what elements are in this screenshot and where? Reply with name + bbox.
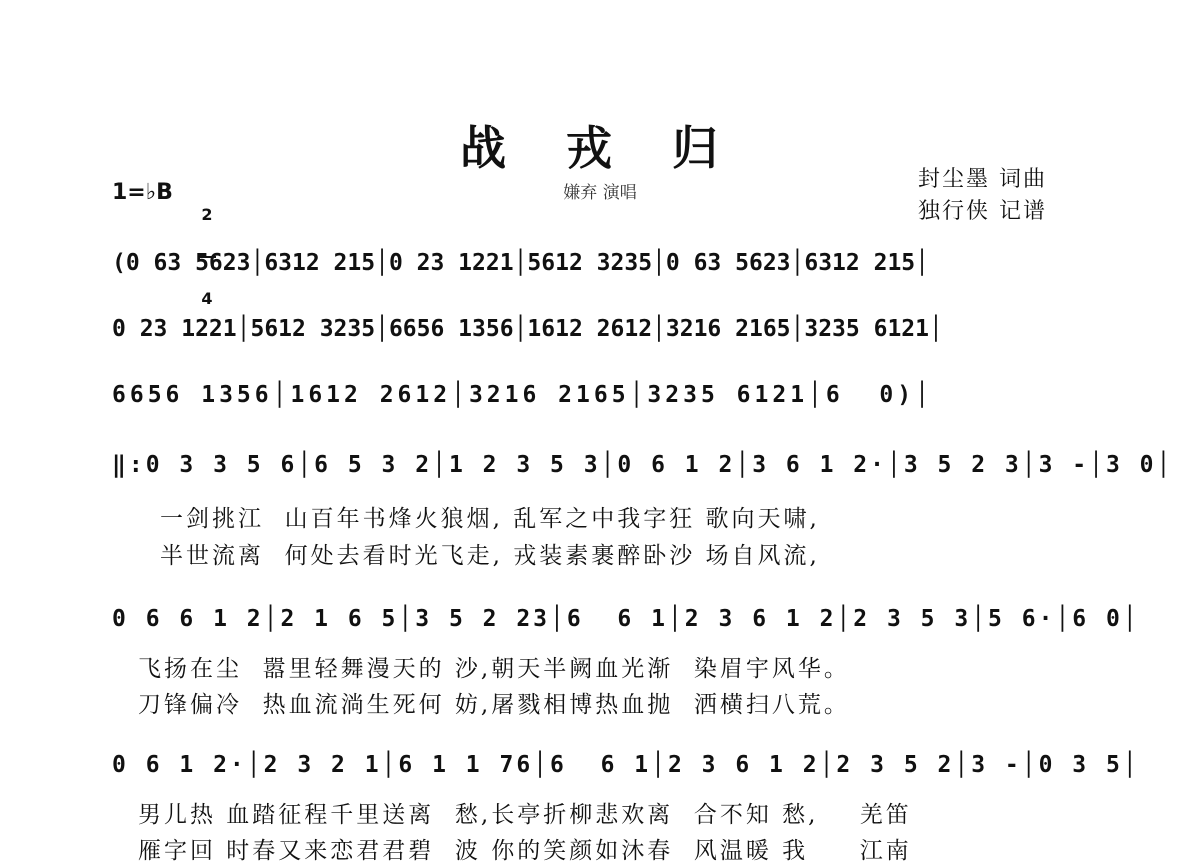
song-title: 战 戎 归	[459, 121, 741, 175]
score-line-1: (0 63 5623│6312 215│0 23 1221│5612 3235│0 63 5623│6312 215│	[112, 250, 929, 276]
lyrics-music-credit: 封尘墨 词曲	[918, 167, 1047, 192]
score-line-3: 6656 1356│1612 2612│3216 2165│3235 6121│6 0)│	[112, 382, 933, 408]
time-signature-bottom: 4	[201, 289, 213, 308]
time-signature-top: 2	[201, 205, 213, 224]
singer-credit: 嫌弃 演唱	[563, 183, 637, 203]
key-signature: 1=♭B	[112, 180, 173, 205]
time-signature	[198, 175, 216, 323]
lyric-line-3a: 男儿热 血踏征程千里送离 愁,长亭折柳悲欢离 合不知 愁, 羌笛	[138, 802, 912, 828]
score-line-6: 0 6 1 2·│2 3 2 1│6 1 1 76│6 6 1│2 3 6 1 2│2 3 5 2│3 -│0 3 5│	[112, 752, 1140, 778]
lyric-line-2b: 刀锋偏冷 热血流淌生死何 妨,屠戮相博热血抛 洒横扫八荒。	[138, 692, 850, 718]
lyric-line-1a: 一剑挑江 山百年书烽火狼烟, 乱军之中我字狂 歌向天啸,	[160, 506, 820, 532]
score-line-4: ‖:0 3 3 5 6│6 5 3 2│1 2 3 5 3│0 6 1 2│3 6 1 2·│3 5 2 3│3 -│3 0│	[112, 452, 1174, 478]
transcriber-credit: 独行侠 记谱	[918, 199, 1047, 224]
lyric-line-2a: 飞扬在尘 嚣里轻舞漫天的 沙,朝天半阙血光渐 染眉宇风华。	[138, 656, 850, 682]
score-line-5: 0 6 6 1 2│2 1 6 5│3 5 2 23│6 6 1│2 3 6 1 2│2 3 5 3│5 6·│6 0│	[112, 606, 1140, 632]
score-line-2: 0 23 1221│5612 3235│6656 1356│1612 2612│3216 2165│3235 6121│	[112, 316, 943, 342]
lyric-line-3b: 雁字回 时春又来恋君君碧 波 你的笑颜如沐春 风温暖 我 江南	[138, 838, 912, 864]
lyric-line-1b: 半世流离 何处去看时光飞走, 戎装素裹醉卧沙 场自风流,	[160, 543, 820, 569]
